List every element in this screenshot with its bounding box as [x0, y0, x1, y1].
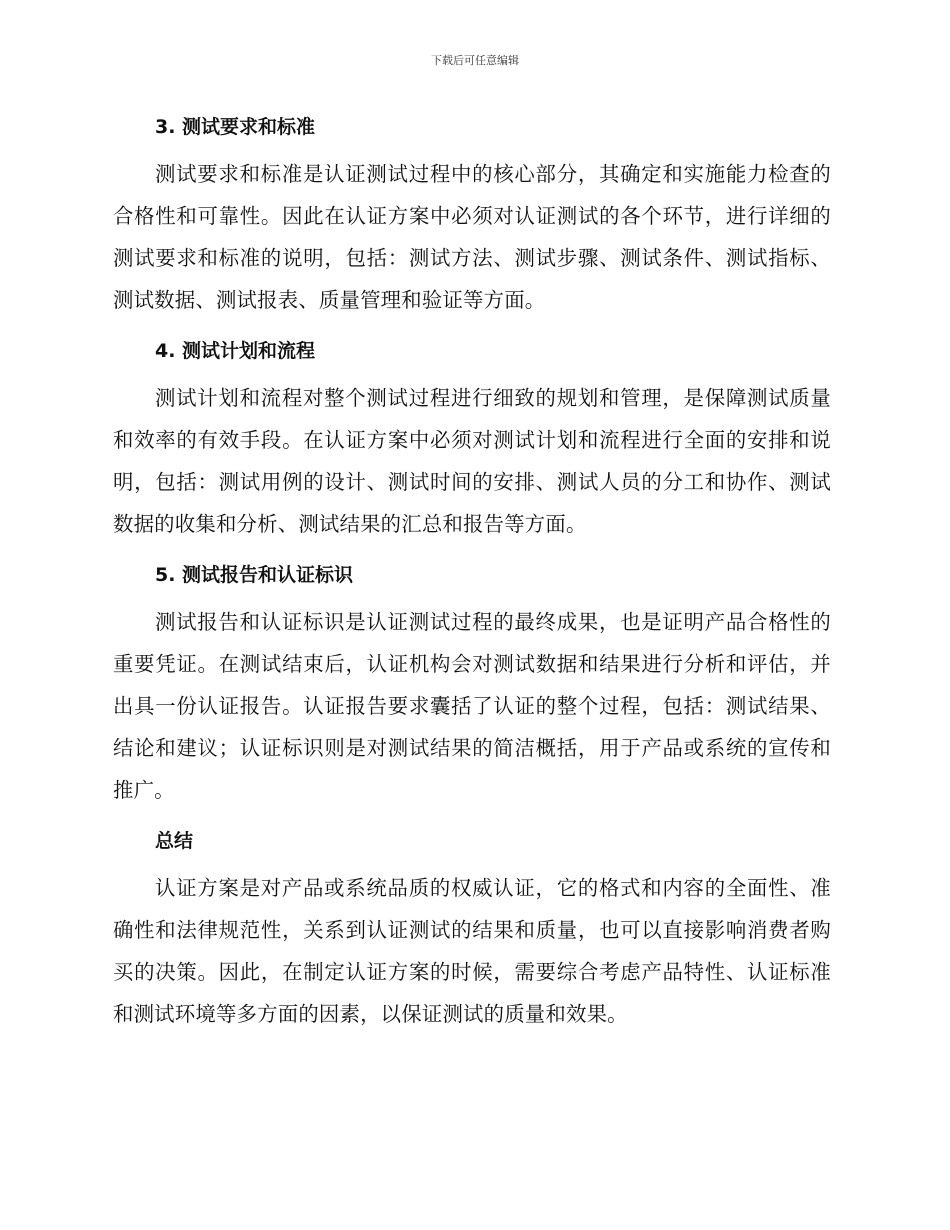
section-heading-summary: 总结 [155, 830, 194, 852]
document-content [113, 111, 831, 1049]
section-body-test-report: 测试报告和认证标识是认证测试过程的最终成果，也是证明产品合格性的重要凭证。在测试结束后，认证机构会对测试数据和结果进行分析和评估，并出具一份认证报告。认证报告要求囊括了认证的整个过程，包括：测试结果、结论和建议；认证标识则是对测试结果的简洁概括，用于产品或系统的宣传和推广。 [113, 610, 831, 802]
section-heading-testing-requirements: 3. 测试要求和标准 [155, 116, 316, 138]
page-header-note: 下载后可任意编辑 [431, 54, 519, 67]
section-heading-testing-plan: 4. 测试计划和流程 [155, 340, 316, 362]
section-body-testing-plan: 测试计划和流程对整个测试过程进行细致的规划和管理，是保障测试质量和效率的有效手段。在认证方案中必须对测试计划和流程进行全面的安排和说明，包括：测试用例的设计、测试时间的安排、测试人员的分工和协作、测试数据的收集和分析、测试结果的汇总和报告等方面。 [113, 386, 831, 536]
section-body-testing-requirements: 测试要求和标准是认证测试过程中的核心部分，其确定和实施能力检查的合格性和可靠性。因此在认证方案中必须对认证测试的各个环节，进行详细的测试要求和标准的说明，包括：测试方法、测试步骤、测试条件、测试指标、测试数据、测试报表、质量管理和验证等方面。 [113, 162, 831, 312]
section-heading-test-report: 5. 测试报告和认证标识 [155, 564, 354, 586]
section-body-summary: 认证方案是对产品或系统品质的权威认证，它的格式和内容的全面性、准确性和法律规范性，关系到认证测试的结果和质量，也可以直接影响消费者购买的决策。因此，在制定认证方案的时候，需要综合考虑产品特性、认证标准和测试环境等多方面的因素，以保证测试的质量和效果。 [113, 876, 831, 1026]
